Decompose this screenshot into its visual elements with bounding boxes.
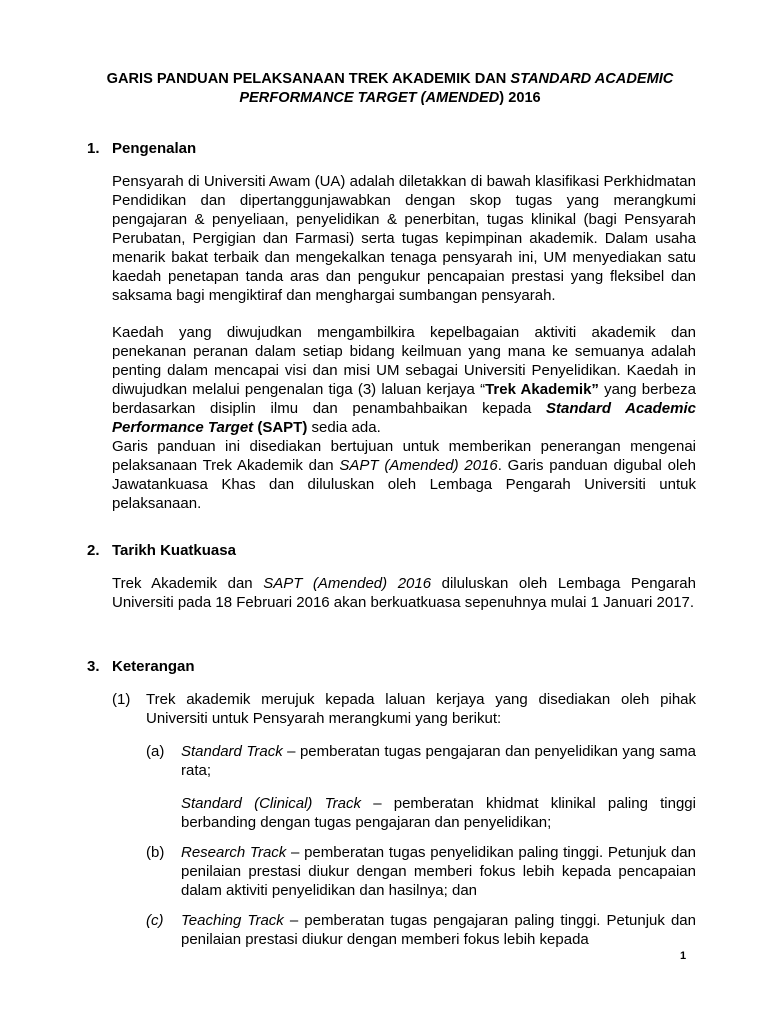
list-item-a-marker: (a) (146, 743, 165, 760)
section-1-heading (87, 139, 196, 158)
clinical-track-desc: – pemberatan khidmat klinikal paling tinggi berbanding dengan tugas pengajaran dan penyelidikan; (181, 795, 696, 831)
list-item-1-marker: (1) (112, 691, 131, 708)
list-item-a-text (181, 742, 696, 780)
standard-track-term: Standard Track (181, 743, 283, 760)
p2-sapt-abbr: (SAPT) (253, 419, 308, 436)
p3-text-c: . Garis panduan digubal oleh Jawatankuasa Khas dan diluluskan oleh Lembaga Pengarah Universiti untuk pelaksanaan. (112, 457, 696, 512)
teaching-track-term: Teaching Track (181, 912, 284, 929)
section-2-number: 2. (87, 542, 100, 559)
section-3-heading (87, 657, 195, 676)
list-item-c (146, 911, 696, 951)
document-title (100, 70, 680, 108)
title-part-1: GARIS PANDUAN PELAKSANAAN TREK AKADEMIK DAN (106, 71, 511, 87)
section-1-title: Pengenalan (112, 140, 197, 157)
section-2-heading (87, 541, 236, 560)
list-item-1 (112, 690, 696, 730)
list-item-b-marker: (b) (146, 844, 165, 861)
list-item-c-marker: (c) (146, 912, 164, 929)
section-3-number: 3. (87, 658, 100, 675)
list-item-c-text (181, 911, 696, 949)
section-1-paragraph-3 (112, 437, 696, 513)
list-item-a (146, 742, 696, 782)
section-2-title: Tarikh Kuatkuasa (112, 542, 236, 559)
p2-text-a: Kaedah yang diwujudkan mengambilkira kepelbagaian aktiviti akademik dan penekanan peranan dalam setiap bidang keilmuan yang mana ke semuanya adalah penting dalam mencapai visi dan misi UM sebagai Universiti Penyelidikan. Kaedah in diwujudkan melalui pengenalan tiga (3) laluan kerjaya “ (112, 324, 696, 398)
list-item-1-text: Trek akademik merujuk kepada laluan kerjaya yang disediakan oleh pihak Universiti untuk Pensyarah merangkumi yang berikut: (146, 691, 696, 727)
teaching-track-desc: – pemberatan tugas pengajaran paling tinggi. Petunjuk dan penilaian prestasi diukur dengan memberi fokus lebih kepada (181, 912, 696, 948)
p3-text-a: Garis panduan ini disediakan bertujuan untuk memberikan penerangan mengenai pelaksanaan Trek Akademik dan (112, 438, 696, 474)
section-1-number: 1. (87, 140, 100, 157)
research-track-term: Research Track (181, 844, 287, 861)
s2-text-a: Trek Akademik dan (112, 575, 264, 592)
section-1-paragraph-2 (112, 323, 696, 437)
section-3-title: Keterangan (112, 658, 195, 675)
clinical-track-term: Standard (Clinical) Track (181, 795, 361, 812)
p2-sapt-term: Standard Academic Performance Target (112, 400, 696, 436)
standard-track-desc: – pemberatan tugas pengajaran dan penyelidikan yang sama rata; (181, 743, 697, 779)
page-number: 1 (680, 950, 687, 962)
list-item-a-clinical-text (181, 794, 696, 832)
research-track-desc: – pemberatan tugas penyelidikan paling tinggi. Petunjuk dan penilaian prestasi diukur dengan memberi fokus lebih kepada pencapaian dalam aktiviti penyelidikan dan hasilnya; dan (181, 844, 696, 899)
list-item-b-text (181, 843, 696, 900)
section-2-paragraph-1 (112, 574, 696, 612)
title-part-3: ) 2016 (499, 90, 541, 106)
p3-sapt-term: SAPT (Amended) 2016 (339, 457, 498, 474)
s2-text-c: diluluskan oleh Lembaga Pengarah Universiti pada 18 Februari 2016 akan berkuatkuasa sepenuhnya mulai 1 Januari 2017. (112, 575, 696, 611)
list-item-b (146, 843, 696, 903)
p2-trek-akademik: Trek Akademik” (485, 381, 599, 398)
p2-text-f: sedia ada. (307, 419, 381, 436)
title-part-2: STANDARD ACADEMIC PERFORMANCE TARGET (AMENDED (239, 71, 674, 106)
list-item-a-clinical (181, 794, 696, 834)
section-1-paragraph-1: Pensyarah di Universiti Awam (UA) adalah diletakkan di bawah klasifikasi Perkhidmatan Pendidikan dan dipertanggunjawabkan dengan skop tugas yang merangkumi pengajaran & penyeliaan, penyelidikan & penerbitan, tugas klinikal (bagi Pensyarah Perubatan, Pergigian dan Farmasi) serta tugas kepimpinan akademik. Dalam usaha menarik bakat terbaik dan mengekalkan tenaga pensyarah ini, UM menyediakan satu kaedah penetapan tanda aras dan pengukur pencapaian prestasi yang fleksibel dan saksama bagi mengiktiraf dan menghargai sumbangan pensyarah. (112, 173, 696, 304)
p2-text-c: yang berbeza berdasarkan disiplin ilmu dan penambahbaikan kepada (112, 381, 696, 417)
s2-sapt-term: SAPT (Amended) 2016 (263, 575, 432, 592)
